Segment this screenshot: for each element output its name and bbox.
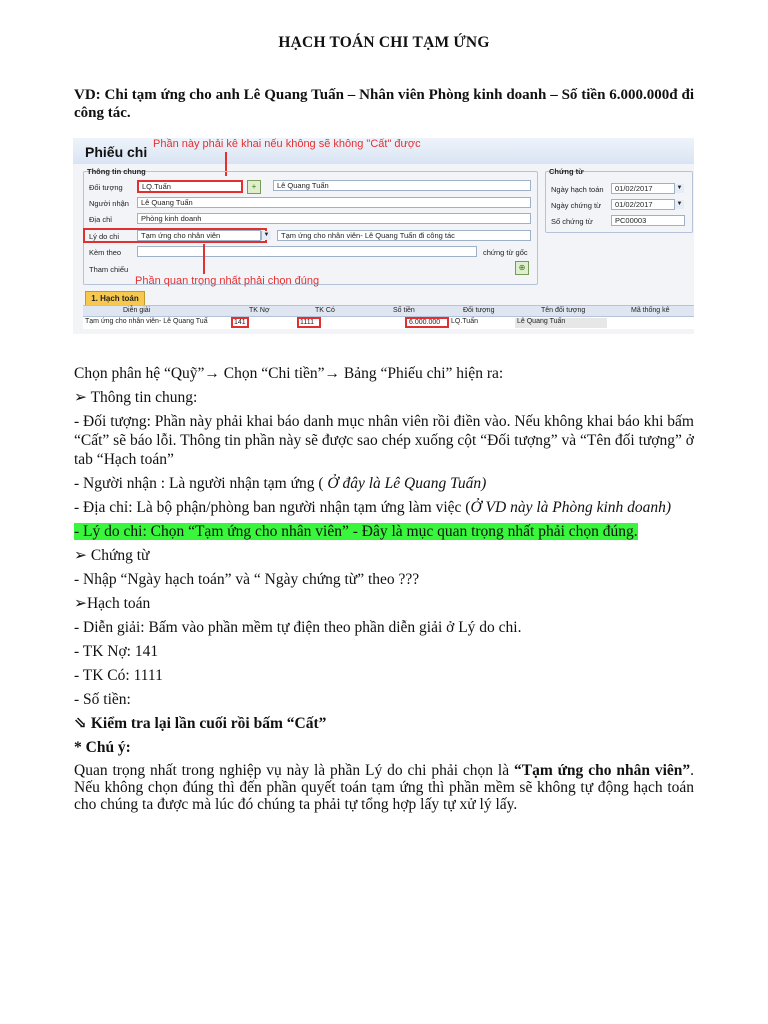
label-chung-tu-goc: chứng từ gốc <box>483 248 528 257</box>
item-tk-no: - TK Nợ: 141 <box>74 643 159 660</box>
calendar-dropdown-icon[interactable]: ▼ <box>674 184 684 193</box>
section-hach-toan: ➢Hạch toán <box>74 595 151 612</box>
final-check: ⇘ Kiểm tra lại lần cuối rồi bấm “Cất” <box>74 715 327 732</box>
highlighted-text: - Lý do chi: Chọn “Tạm ứng cho nhân viên” - Đây là mục quan trọng nhất phải chọn đúng. <box>74 523 638 540</box>
item-dia-chi <box>74 498 694 517</box>
grid-header-cell: Mã thống kê <box>631 307 670 314</box>
grid-header-cell: Đối tượng <box>463 307 495 314</box>
so-chung-tu-input[interactable]: PC00003 <box>611 215 685 226</box>
table-row[interactable] <box>83 317 694 329</box>
item-dien-giai: - Diễn giải: Bấm vào phần mềm tự điện theo phần diễn giải ở Lý do chi. <box>74 619 522 636</box>
label-doi-tuong: Đối tượng <box>89 183 123 192</box>
nguoi-nhan-input[interactable]: Lê Quang Tuấn <box>137 197 531 208</box>
reference-icon[interactable]: ⊕ <box>515 261 529 275</box>
note-text-emphasis: “Tạm ứng cho nhân viên” <box>514 762 691 779</box>
label-so-chung-tu: Số chứng từ <box>551 217 593 226</box>
ngay-chung-tu-input[interactable]: 01/02/2017 <box>611 199 675 210</box>
grid-header-cell: TK Nợ <box>249 307 270 314</box>
annotation-top: Phần này phải kê khai nếu không sẽ không "Cất" được <box>153 138 421 150</box>
calendar-dropdown-icon[interactable]: ▼ <box>674 200 684 209</box>
form-title: Phiếu chi <box>85 144 148 160</box>
label-nguoi-nhan: Người nhận <box>89 199 129 208</box>
label-tham-chieu: Tham chiếu <box>89 265 129 274</box>
item-dia-chi-note: Ở VD này là Phòng kinh doanh) <box>470 499 672 516</box>
doi-tuong-name-field[interactable]: Lê Quang Tuấn <box>273 180 531 191</box>
item-dia-chi-text: - Địa chỉ: Là bộ phận/phòng ban người nhận tạm ứng làm việc ( <box>74 499 471 516</box>
grid-cell-dien-giai[interactable]: Tạm ứng cho nhân viên- Lê Quang Tuấ <box>85 318 208 325</box>
item-nguoi-nhan-text: - Người nhận : Là người nhận tạm ứng ( <box>74 475 328 492</box>
note-text-c: . Nếu không chọn đúng thì đến phần quyết toán tạm ứng thì phần mềm sẽ không tự động hạch toán cho chúng ta được mà lúc đó chúng ta phải tự tổng hợp lấy tự xử lý lấy. <box>74 762 695 813</box>
section-general: ➢ Thông tin chung: <box>74 389 198 406</box>
label-ly-do-chi: Lý do chi <box>89 232 120 241</box>
note-text-a: Quan trọng nhất trong nghiệp vụ này là phần Lý do chi phải chọn là <box>74 762 514 779</box>
step-intro: Chọn phân hệ “Quỹ”→ Chọn “Chi tiền”→ Bảng “Phiếu chi” hiện ra: <box>74 365 504 382</box>
item-tk-co: - TK Có: 1111 <box>74 667 163 684</box>
doi-tuong-input[interactable]: LQ.Tuấn <box>137 180 243 193</box>
ly-do-chi-text[interactable]: Tạm ứng cho nhân viên- Lê Quang Tuấn đi công tác <box>277 230 531 241</box>
tab-hach-toan[interactable]: 1. Hạch toán <box>85 291 145 306</box>
grid-header-cell: Số tiền <box>393 307 415 314</box>
item-ngay: - Nhập “Ngày hạch toán” và “ Ngày chứng từ” theo ??? <box>74 571 420 588</box>
label-ngay-hach-toan: Ngày hạch toán <box>551 185 604 194</box>
dia-chi-input[interactable]: Phòng kinh doanh <box>137 213 531 224</box>
ngay-hach-toan-input[interactable]: 01/02/2017 <box>611 183 675 194</box>
document-section-title: Chứng từ <box>549 167 584 176</box>
item-so-tien: - Số tiền: <box>74 691 131 708</box>
grid-header-cell: Tên đối tượng <box>541 307 586 314</box>
example-heading: VD: Chi tạm ứng cho anh Lê Quang Tuấn – Nhân viên Phòng kinh doanh – Số tiền 6.000.000đ đi công tác. <box>74 87 694 121</box>
item-nguoi-nhan-note: Ở đây là Lê Quang Tuấn) <box>327 475 487 492</box>
label-ngay-chung-tu: Ngày chứng từ <box>551 201 602 210</box>
item-ly-do-chi <box>74 522 694 541</box>
note-text <box>74 762 694 813</box>
grid-header-cell: Diễn giải <box>123 307 151 314</box>
annotation-bottom: Phần quan trọng nhất phải chọn đúng <box>135 275 320 287</box>
ly-do-chi-select[interactable]: Tạm ứng cho nhân viên <box>137 230 261 241</box>
grid-cell-ten-doi-tuong[interactable]: Lê Quang Tuấn <box>515 318 607 328</box>
section-chung-tu: ➢ Chứng từ <box>74 547 150 564</box>
kem-theo-input[interactable] <box>137 246 477 257</box>
item-doi-tuong: - Đối tượng: Phần này phải khai báo danh mục nhân viên rồi điền vào. Nếu không khai báo khi bấm “Cất” sẽ báo lỗi. Thông tin phần này sẽ được sao chép xuống cột “Đối tượng” và “Tên đối tượng” ở tab “Hạch toán” <box>74 413 694 468</box>
grid-cell-tk-co[interactable]: 1111 <box>297 317 321 328</box>
item-nguoi-nhan <box>74 474 694 493</box>
instructions <box>74 364 694 813</box>
chevron-down-icon[interactable]: ▼ <box>261 231 271 240</box>
grid-header-cell: TK Có <box>315 307 335 314</box>
annotation-arrow-bottom <box>203 244 205 274</box>
note-heading: * Chú ý: <box>74 739 131 756</box>
add-icon[interactable]: + <box>247 180 261 194</box>
grid-cell-so-tien[interactable]: 6.000.000 <box>405 317 449 328</box>
label-dia-chi: Địa chỉ <box>89 215 112 224</box>
document-title: HẠCH TOÁN CHI TẠM ỨNG <box>278 34 490 51</box>
grid-cell-doi-tuong[interactable]: LQ.Tuấn <box>451 318 478 325</box>
grid-header <box>83 305 694 317</box>
grid-cell-tk-no[interactable]: 141 <box>231 317 249 328</box>
general-info-title: Thông tin chung <box>87 167 146 176</box>
label-kem-theo: Kèm theo <box>89 248 122 257</box>
form-screenshot <box>73 138 694 334</box>
